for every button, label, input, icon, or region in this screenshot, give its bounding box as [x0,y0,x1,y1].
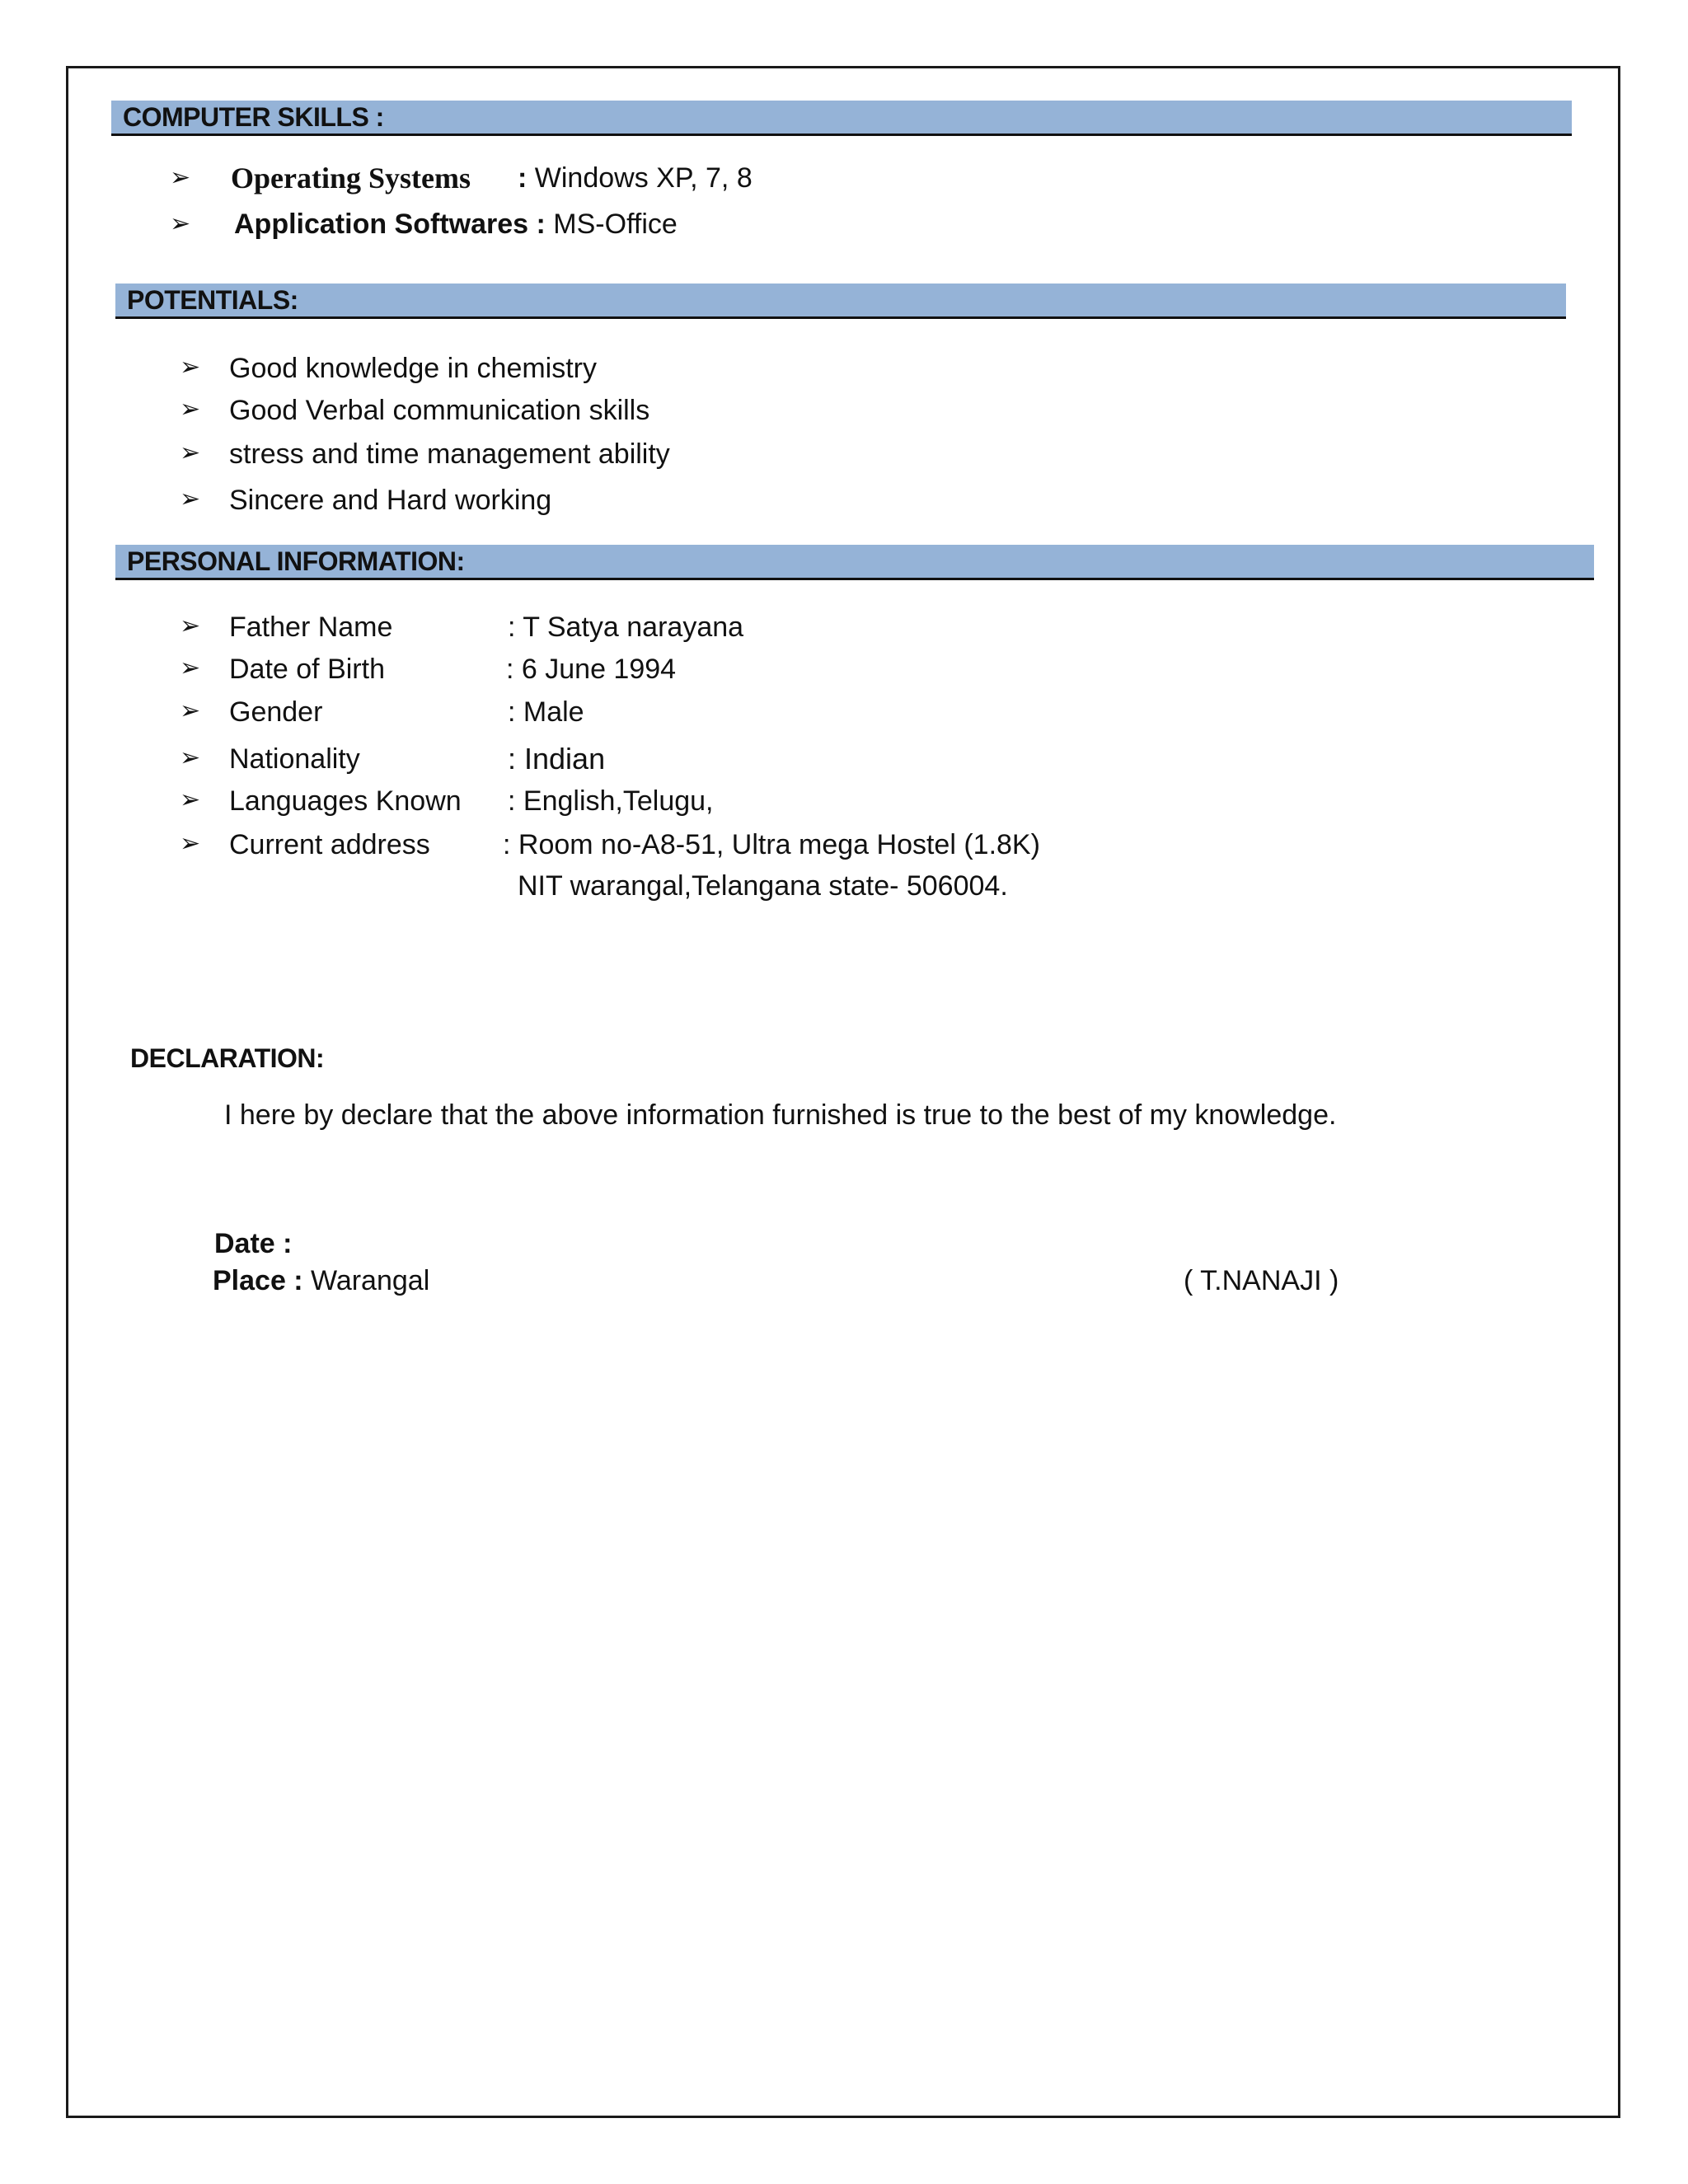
skill-label: Operating Systems [231,162,471,194]
section-title: COMPUTER SKILLS : [123,102,384,132]
info-value: : T Satya narayana [508,612,744,643]
skill-separator: : [518,162,528,194]
arrowhead-icon: ➢ [180,830,201,857]
declaration-heading: DECLARATION: [130,1043,325,1073]
info-value: : Male [508,696,584,728]
section-header-computer-skills [111,101,1572,136]
arrowhead-icon: ➢ [180,612,201,640]
info-label: Nationality [229,743,360,775]
info-label: Father Name [229,612,393,643]
skill-operating-systems [231,162,471,195]
place-value: Warangal [311,1265,430,1296]
arrowhead-icon: ➢ [180,654,201,682]
date-label: Date : [214,1228,293,1259]
info-label: Languages Known [229,785,462,817]
place-label: Place : [213,1265,303,1296]
skill-application-softwares [234,208,678,241]
info-label: Current address [229,829,430,860]
info-label: Date of Birth [229,654,385,685]
arrowhead-icon: ➢ [180,786,201,813]
section-header-personal-information [115,545,1594,580]
arrowhead-icon: ➢ [180,439,201,466]
skill-value: MS-Office [553,209,678,240]
address-line-2: NIT warangal,Telangana state- 506004. [518,870,1008,902]
skill-sep [518,162,753,194]
skill-separator: : [536,209,546,240]
info-value: : 6 June 1994 [506,654,677,685]
potential-item: stress and time management ability [229,438,670,470]
arrowhead-icon: ➢ [170,164,191,191]
arrowhead-icon: ➢ [170,210,191,237]
arrowhead-icon: ➢ [180,354,201,381]
arrowhead-icon: ➢ [180,396,201,423]
section-title: POTENTIALS: [127,285,298,315]
info-label: Gender [229,696,323,728]
potential-item: Good knowledge in chemistry [229,353,598,384]
skill-value: Windows XP, 7, 8 [534,162,753,194]
signature-name: ( T.NANAJI ) [1184,1265,1339,1296]
info-value: : Indian [508,742,606,776]
arrowhead-icon: ➢ [180,697,201,724]
section-header-potentials [115,284,1566,319]
skill-label: Application Softwares [234,209,529,240]
section-title: PERSONAL INFORMATION: [127,546,465,576]
arrowhead-icon: ➢ [180,744,201,771]
info-value: : English,Telugu, [508,785,714,817]
declaration-text: I here by declare that the above information furnished is true to the best of my knowledge. [224,1099,1337,1131]
potential-item: Sincere and Hard working [229,485,552,516]
info-value: : Room no-A8-51, Ultra mega Hostel (1.8K) [503,829,1040,860]
arrowhead-icon: ➢ [180,485,201,513]
potential-item: Good Verbal communication skills [229,395,650,426]
